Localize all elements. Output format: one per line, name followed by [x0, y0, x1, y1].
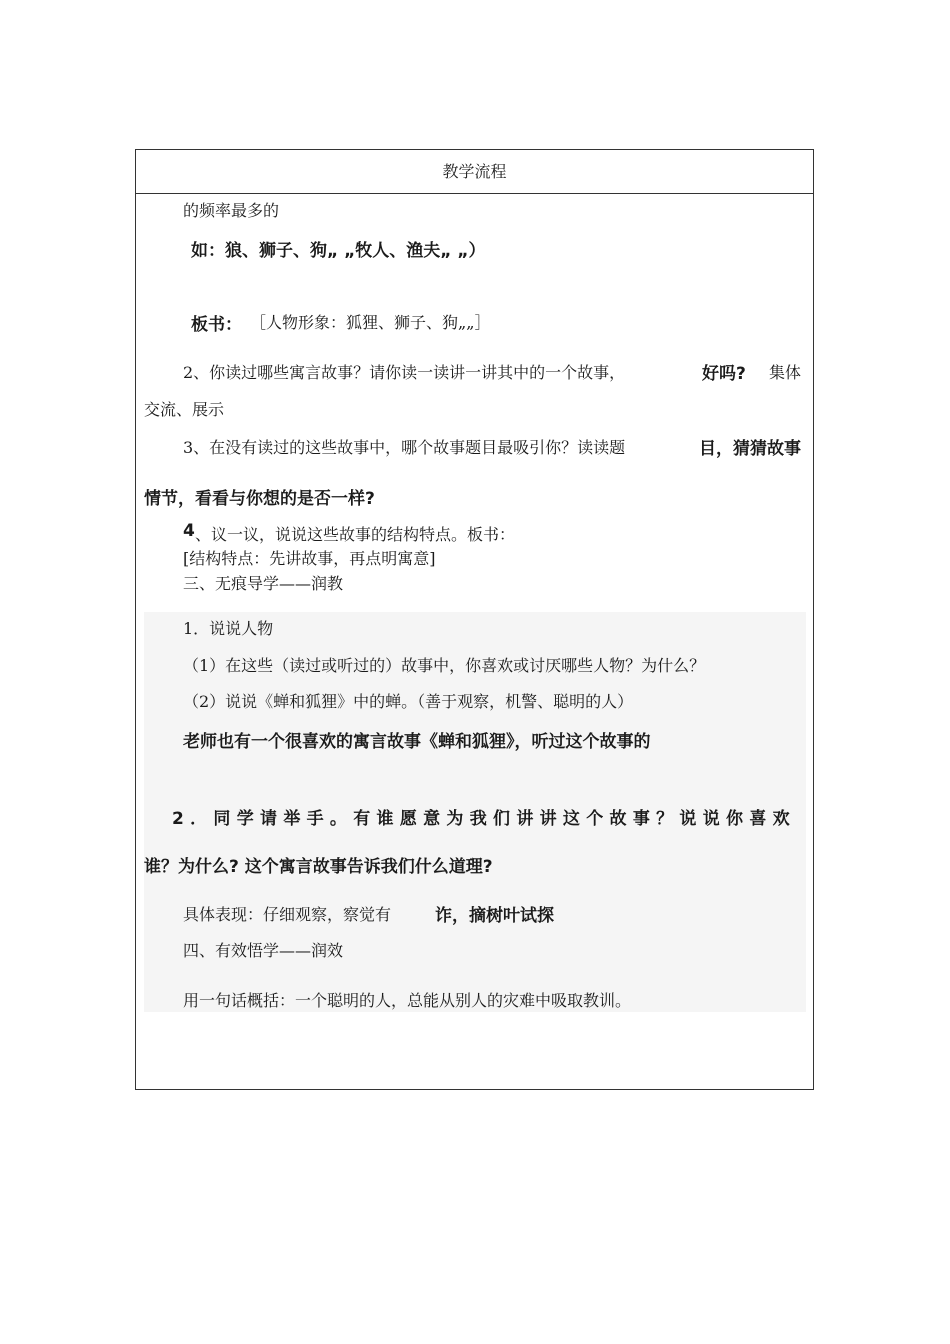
example-line: 如：狼、狮子、狗„ „牧人、渔夫„ „）	[191, 241, 486, 261]
teacher-line: 老师也有一个很喜欢的寓言故事《蝉和狐狸》，听过这个故事的	[183, 732, 651, 752]
question-3-cont: 情节，看看与你想的是否一样?	[144, 489, 375, 509]
summary-line: 用一句话概括：一个聪明的人，总能从别人的灾难中吸取教训。	[183, 991, 632, 1010]
section-4-heading: 四、有效悟学——润效	[183, 941, 344, 960]
item-2: 2．同学请举手。有谁愿意为我们讲讲这个故事？说说你喜欢	[172, 809, 796, 829]
question-2: 2、你读过哪些寓言故事？请你读一读讲一讲其中的一个故事，	[183, 363, 626, 382]
structure-note: [结构特点：先讲故事，再点明寓意]	[183, 549, 436, 568]
question-1-2: （2）说说《蝉和狐狸》中的蝉。（善于观察，机警、聪明的人）	[183, 692, 634, 711]
detail-tail: 诈，摘树叶试探	[435, 906, 554, 926]
question-4: 、议一议，说说这些故事的结构特点。板书：	[195, 525, 516, 544]
item-2-cont: 谁？为什么? 这个寓言故事告诉我们什么道理?	[144, 857, 493, 877]
question-2-tail: 好吗?	[702, 364, 746, 384]
text-line: 的频率最多的	[183, 201, 280, 220]
question-3: 3、在没有读过的这些故事中，哪个故事题目最吸引你？读读题	[183, 438, 626, 457]
question-3-tail: 目，猜猜故事	[699, 439, 801, 459]
board-label: 板书：	[191, 315, 242, 335]
detail-label: 具体表现：仔细观察，察觉有	[183, 905, 392, 924]
lesson-table	[135, 149, 814, 1090]
question-1-1: （1）在这些（读过或听过的）故事中，你喜欢或讨厌哪些人物？为什么？	[183, 656, 706, 675]
text-line: 交流、展示	[144, 400, 225, 419]
subheading-1: 1．说说人物	[183, 619, 274, 638]
board-content: ［人物形象：狐狸、狮子、狗„„］	[250, 313, 491, 332]
question-2-end: 集体	[769, 363, 802, 382]
question-4-num: 4	[183, 521, 195, 541]
table-header: 教学流程	[136, 150, 813, 194]
section-3-heading: 三、无痕导学——润教	[183, 574, 344, 593]
